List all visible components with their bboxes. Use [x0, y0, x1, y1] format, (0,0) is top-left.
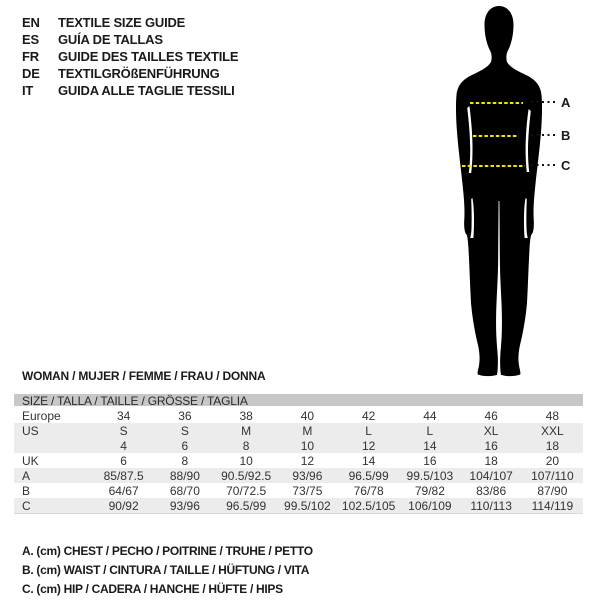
- language-code: ES: [22, 32, 39, 47]
- table-row: [14, 498, 583, 514]
- size-cell: 34: [116, 408, 131, 423]
- leader-line-chest: [531, 101, 557, 103]
- size-cell: 99.5/102: [284, 498, 331, 513]
- size-cell: 8: [181, 453, 189, 468]
- size-table-header: SIZE / TALLA / TAILLE / GRÖSSE / TAGLIA: [14, 394, 583, 408]
- size-cell: M: [302, 423, 313, 438]
- size-cell: 16: [484, 438, 498, 453]
- size-cell: 14: [423, 438, 437, 453]
- row-label: [14, 438, 93, 453]
- size-cell: S: [180, 423, 189, 438]
- size-cell: 10: [239, 453, 253, 468]
- size-cell: 42: [361, 408, 376, 423]
- language-title: GUIDE DES TAILLES TEXTILE: [58, 49, 239, 64]
- size-cell: 18: [484, 453, 498, 468]
- size-cell: 4: [120, 438, 127, 453]
- language-code: DE: [22, 66, 40, 81]
- size-cell: 110/113: [470, 498, 512, 513]
- language-title: TEXTILGRÖßENFÜHRUNG: [58, 66, 220, 81]
- legend-line: A. (cm) CHEST / PECHO / POITRINE / TRUHE / PETTO: [22, 544, 313, 558]
- language-code: EN: [22, 15, 40, 30]
- row-label: US: [22, 423, 39, 438]
- size-cell: 79/82: [414, 483, 445, 498]
- language-code: IT: [22, 83, 34, 98]
- size-cell: 6: [120, 453, 127, 468]
- size-cell: 85/87.5: [103, 468, 144, 483]
- size-cell: L: [365, 423, 372, 438]
- size-cell: 8: [242, 438, 250, 453]
- size-cell: 93/96: [292, 468, 323, 483]
- legend-line: B. (cm) WAIST / CINTURA / TAILLE / HÜFTUNG / VITA: [22, 563, 310, 577]
- size-cell: 87/90: [537, 483, 568, 498]
- row-label: Europe: [22, 408, 61, 423]
- size-table-body: [14, 408, 583, 514]
- language-title: TEXTILE SIZE GUIDE: [58, 15, 186, 30]
- size-cell: 107/110: [531, 468, 574, 483]
- size-cell: 68/70: [169, 483, 200, 498]
- size-cell: 10: [300, 438, 315, 453]
- table-row: [14, 468, 583, 483]
- size-cell: 6: [181, 438, 189, 453]
- size-cell: 12: [361, 438, 376, 453]
- size-cell: 106/109: [408, 498, 452, 513]
- measure-legend: [22, 542, 313, 599]
- size-cell: XXL: [541, 423, 564, 438]
- size-cell: L: [426, 423, 434, 438]
- size-cell: 20: [545, 453, 560, 468]
- size-cell: 96.5/99: [226, 498, 267, 513]
- size-cell: M: [241, 423, 252, 438]
- size-cell: 12: [300, 453, 315, 468]
- size-cell: 88/90: [169, 468, 200, 483]
- woman-silhouette: [449, 5, 549, 380]
- size-cell: 46: [484, 408, 498, 423]
- table-row: [14, 453, 583, 468]
- leader-line-hip: [531, 164, 557, 166]
- size-table-grid: [14, 408, 583, 514]
- size-cell: 48: [545, 408, 560, 423]
- size-cell: 18: [545, 438, 560, 453]
- size-cell: 96.5/99: [348, 468, 389, 483]
- table-row: [14, 423, 583, 438]
- section-title: WOMAN / MUJER / FEMME / FRAU / DONNA: [22, 369, 266, 383]
- table-row: [14, 408, 583, 423]
- size-cell: 36: [178, 408, 192, 423]
- measure-label-waist: B: [561, 128, 571, 143]
- language-code: FR: [22, 49, 39, 64]
- table-row: [14, 483, 583, 498]
- size-cell: 99.5/103: [406, 468, 454, 483]
- size-cell: S: [119, 423, 128, 438]
- size-cell: 102.5/105: [341, 498, 396, 513]
- size-cell: 93/96: [169, 498, 200, 513]
- size-cell: 64/67: [108, 483, 139, 498]
- size-cell: 83/86: [476, 483, 507, 498]
- size-cell: 90.5/92.5: [221, 468, 272, 483]
- size-cell: 40: [300, 408, 315, 423]
- size-cell: 104/107: [469, 468, 513, 483]
- leader-line-waist: [531, 134, 557, 136]
- language-title: GUÍA DE TALLAS: [58, 32, 163, 47]
- size-table: [14, 394, 583, 514]
- measure-label-chest: A: [561, 95, 571, 110]
- size-cell: 114/119: [531, 498, 574, 513]
- size-cell: XL: [483, 423, 499, 438]
- size-cell: 38: [239, 408, 253, 423]
- row-label: A: [22, 468, 31, 483]
- measure-label-hip: C: [561, 158, 571, 173]
- size-cell: 14: [361, 453, 376, 468]
- table-row: [14, 438, 583, 453]
- size-cell: 16: [423, 453, 437, 468]
- row-label: UK: [22, 453, 39, 468]
- legend-line: C. (cm) HIP / CADERA / HANCHE / HÜFTE / HIPS: [22, 582, 283, 596]
- size-cell: 73/75: [292, 483, 323, 498]
- size-cell: 70/72.5: [226, 483, 267, 498]
- row-label: B: [22, 483, 31, 498]
- size-cell: 44: [423, 408, 437, 423]
- row-label: C: [22, 498, 31, 513]
- language-title: GUIDA ALLE TAGLIE TESSILI: [58, 83, 235, 98]
- size-cell: 90/92: [108, 498, 139, 513]
- size-cell: 76/78: [353, 483, 384, 498]
